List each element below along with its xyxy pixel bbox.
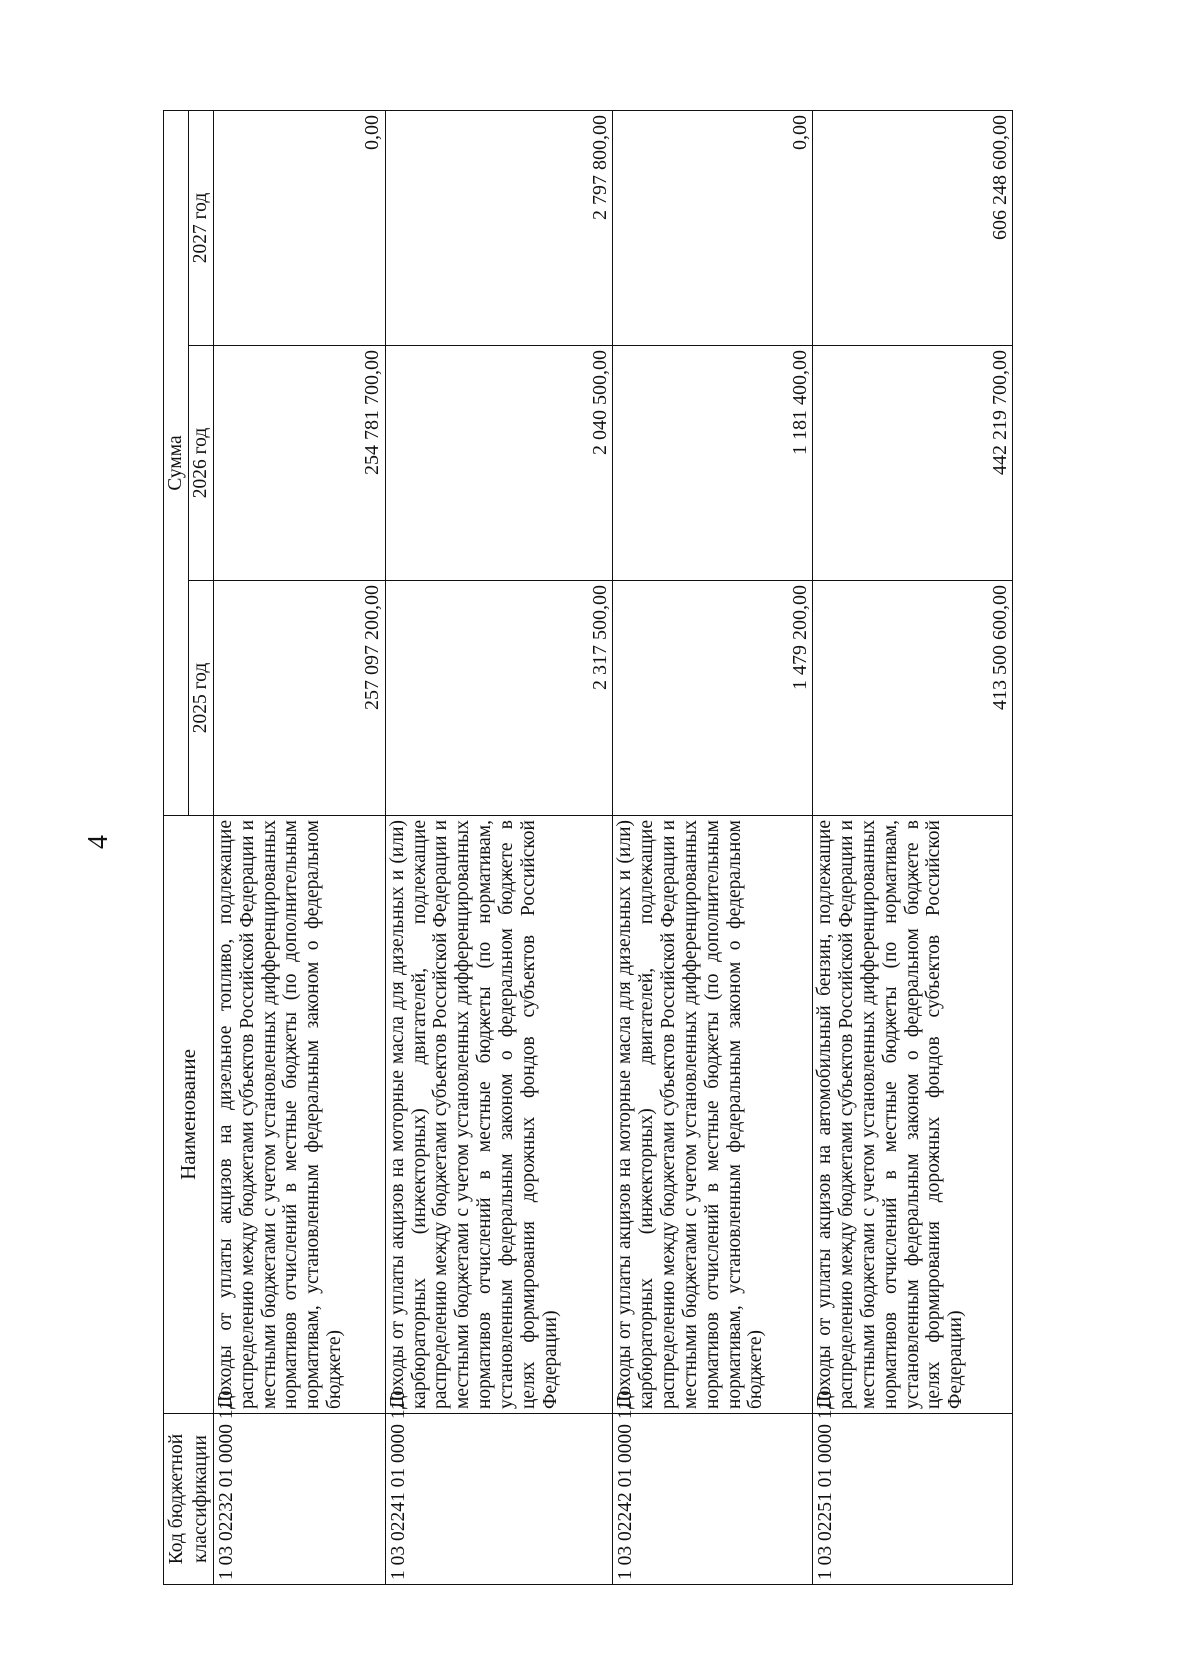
header-code: Код бюджетной классификации bbox=[164, 1414, 214, 1585]
row-code: 1 03 02232 01 0000 110 bbox=[214, 1414, 386, 1585]
row-name: Доходы от уплаты акцизов на моторные масла для дизельных и (или) карбюраторных (инжекторных) двигателей, подлежащие распределению между бюджетами субъектов Российской Федерации и местными бюджетами с учетом установленных дифференцированных нормативов отчислений в местные бюджеты (по нормативам, установленным федеральным законом о федеральном бюджете в целях формирования дорожных фондов субъектов Российской Федерации) bbox=[385, 816, 613, 1414]
row-value-2025: 2 317 500,00 bbox=[385, 581, 613, 816]
rotated-table-container bbox=[163, 110, 1013, 1585]
table-row bbox=[214, 111, 386, 1585]
header-name: Наименование bbox=[164, 816, 214, 1414]
table-row bbox=[813, 111, 1013, 1585]
budget-revenue-table bbox=[163, 110, 1013, 1585]
row-value-2025: 413 500 600,00 bbox=[813, 581, 1013, 816]
header-sum: Сумма bbox=[164, 111, 189, 816]
row-value-2026: 254 781 700,00 bbox=[214, 346, 386, 581]
table-row bbox=[613, 111, 813, 1585]
row-value-2026: 1 181 400,00 bbox=[613, 346, 813, 581]
row-code: 1 03 02241 01 0000 110 bbox=[385, 1414, 613, 1585]
row-value-2027: 2 797 800,00 bbox=[385, 111, 613, 346]
header-year-2027: 2027 год bbox=[189, 111, 214, 346]
header-year-2025: 2025 год bbox=[189, 581, 214, 816]
row-name: Доходы от уплаты акцизов на дизельное топливо, подлежащие распределению между бюджетами субъектов Российской Федерации и местными бюджетами с учетом установленных дифференцированных нормативов отчислений в местные бюджеты (по дополнительным нормативам, установленным федеральным законом о федеральном бюджете) bbox=[214, 816, 386, 1414]
row-code: 1 03 02251 01 0000 110 bbox=[813, 1414, 1013, 1585]
row-value-2025: 257 097 200,00 bbox=[214, 581, 386, 816]
row-value-2027: 0,00 bbox=[214, 111, 386, 346]
row-value-2026: 442 219 700,00 bbox=[813, 346, 1013, 581]
table-row bbox=[385, 111, 613, 1585]
row-value-2026: 2 040 500,00 bbox=[385, 346, 613, 581]
row-value-2025: 1 479 200,00 bbox=[613, 581, 813, 816]
row-value-2027: 0,00 bbox=[613, 111, 813, 346]
header-year-2026: 2026 год bbox=[189, 346, 214, 581]
row-code: 1 03 02242 01 0000 110 bbox=[613, 1414, 813, 1585]
row-name: Доходы от уплаты акцизов на автомобильный бензин, подлежащие распределению между бюджетами субъектов Российской Федерации и местными бюджетами с учетом установленных дифференцированных нормативов отчислений в местные бюджеты (по нормативам, установленным федеральным законом о федеральном бюджете в целях формирования дорожных фондов субъектов Российской Федерации) bbox=[813, 816, 1013, 1414]
row-value-2027: 606 248 600,00 bbox=[813, 111, 1013, 346]
page-number: 4 bbox=[83, 835, 114, 849]
row-name: Доходы от уплаты акцизов на моторные масла для дизельных и (или) карбюраторных (инжекторных) двигателей, подлежащие распределению между бюджетами субъектов Российской Федерации и местными бюджетами с учетом установленных дифференцированных нормативов отчислений в местные бюджеты (по дополнительным нормативам, установленным федеральным законом о федеральном бюджете) bbox=[613, 816, 813, 1414]
